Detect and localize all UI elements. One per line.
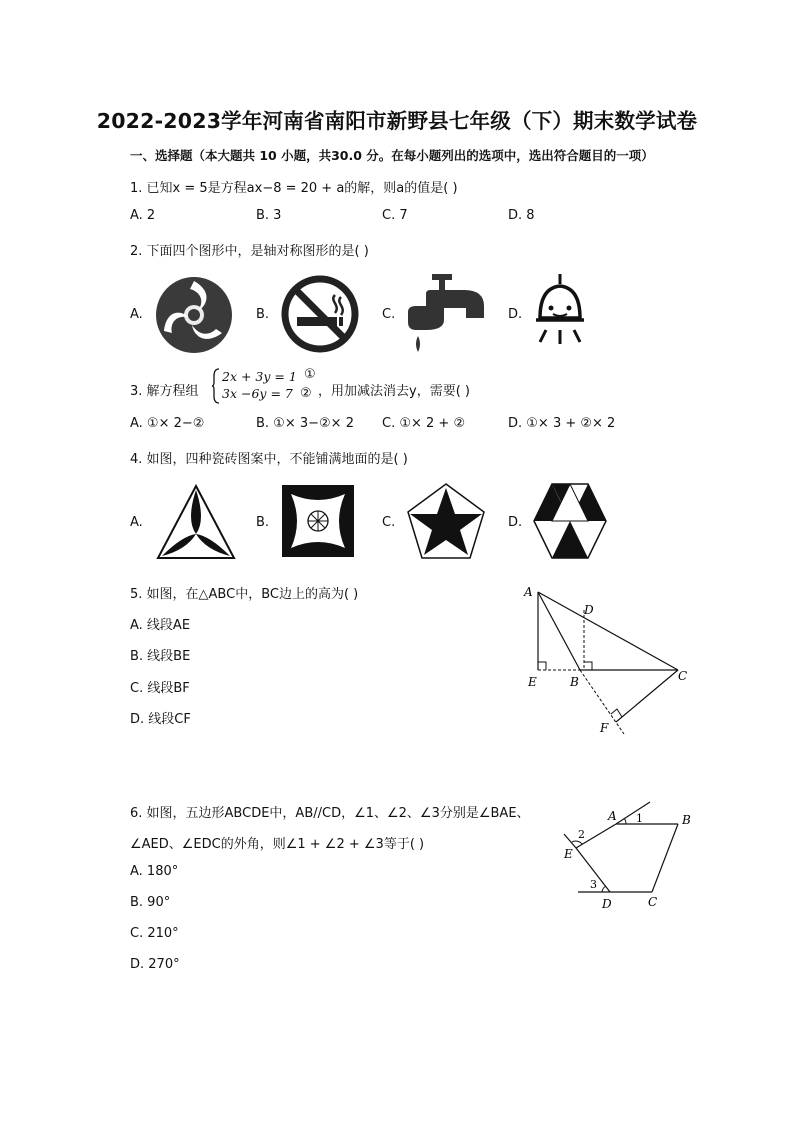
question-6-line-2: ∠AED、∠EDC的外角，则∠1 + ∠2 + ∠3等于( ) (130, 837, 425, 852)
q1-option-b: B. 3 (256, 208, 282, 223)
triangle-tile-image (156, 484, 236, 560)
q1-option-a: A. 2 (130, 208, 156, 223)
bell-lamp-icon (532, 272, 588, 356)
label-b: B (570, 675, 579, 689)
q6-option-c: C. 210° (130, 926, 179, 941)
label-c: C (648, 895, 658, 909)
page-title: 2022-2023学年河南省南阳市新野县七年级（下）期末数学试卷 (96, 109, 698, 133)
label-a: A (524, 585, 533, 599)
system-brace (212, 368, 220, 404)
q5-option-a: A. 线段AE (130, 618, 191, 633)
q5-option-c: C. 线段BF (130, 681, 190, 696)
q5-option-d: D. 线段CF (130, 712, 191, 727)
label-e: E (564, 847, 573, 861)
label-b: B (682, 813, 691, 827)
q3-equation-2: 3x −6y = 7 (222, 386, 293, 401)
label-d: D (584, 603, 594, 617)
q3-option-c: C. ①× 2 + ② (382, 416, 466, 431)
label-c: C (678, 669, 688, 683)
recycle-circle-icon (154, 275, 234, 355)
question-1-text: 1. 已知x = 5是方程ax−8 = 20 + a的解，则a的值是( ) (130, 181, 458, 196)
angle-1-label: 1 (636, 812, 643, 825)
label-f: F (600, 721, 609, 735)
pentagon-star-tile-image (406, 482, 486, 560)
no-smoking-icon (281, 275, 359, 353)
hexagon-tile-image (532, 482, 608, 560)
q1-option-d: D. 8 (508, 208, 535, 223)
q2-option-a: A. (130, 307, 143, 322)
q6-option-d: D. 270° (130, 957, 180, 972)
q3-mark-1: ① (304, 367, 316, 382)
label-d: D (602, 897, 612, 911)
q4-option-c: C. (382, 515, 396, 530)
q4-option-a: A. (130, 515, 143, 530)
q2-option-c: C. (382, 307, 396, 322)
q3-option-b: B. ①× 3−②× 2 (256, 416, 354, 431)
q3-suffix: ，用加减法消去y，需要( ) (318, 384, 470, 399)
question-6-line-1: 6. 如图，五边形ABCDE中，AB//CD，∠1、∠2、∠3分别是∠BAE、 (130, 806, 530, 821)
q3-equation-1: 2x + 3y = 1 (222, 369, 297, 384)
label-a: A (608, 809, 617, 823)
water-tap-icon (404, 272, 486, 356)
triangle-abc-figure (520, 582, 700, 738)
q1-option-c: C. 7 (382, 208, 408, 223)
q3-option-a: A. ①× 2−② (130, 416, 205, 431)
q3-option-d: D. ①× 3 + ②× 2 (508, 416, 616, 431)
q6-option-b: B. 90° (130, 895, 171, 910)
label-e: E (528, 675, 537, 689)
question-3-prefix: 3. 解方程组 (130, 384, 199, 399)
section-heading: 一、选择题（本大题共 10 小题，共30.0 分。在每小题列出的选项中，选出符合题目的一项） (130, 148, 654, 163)
angle-2-label: 2 (578, 828, 585, 841)
q2-option-d: D. (508, 307, 523, 322)
q4-option-d: D. (508, 515, 523, 530)
question-5-text: 5. 如图，在△ABC中，BC边上的高为( ) (130, 587, 359, 602)
q3-mark-2: ② (300, 386, 312, 401)
question-2-text: 2. 下面四个图形中，是轴对称图形的是( ) (130, 244, 369, 259)
q5-option-b: B. 线段BE (130, 649, 191, 664)
question-4-text: 4. 如图，四种瓷砖图案中，不能铺满地面的是( ) (130, 452, 408, 467)
square-tile-image (281, 484, 355, 558)
q6-option-a: A. 180° (130, 864, 179, 879)
pentagon-abcde-figure (556, 796, 706, 912)
q2-option-b: B. (256, 307, 270, 322)
q4-option-b: B. (256, 515, 270, 530)
angle-3-label: 3 (590, 878, 597, 891)
